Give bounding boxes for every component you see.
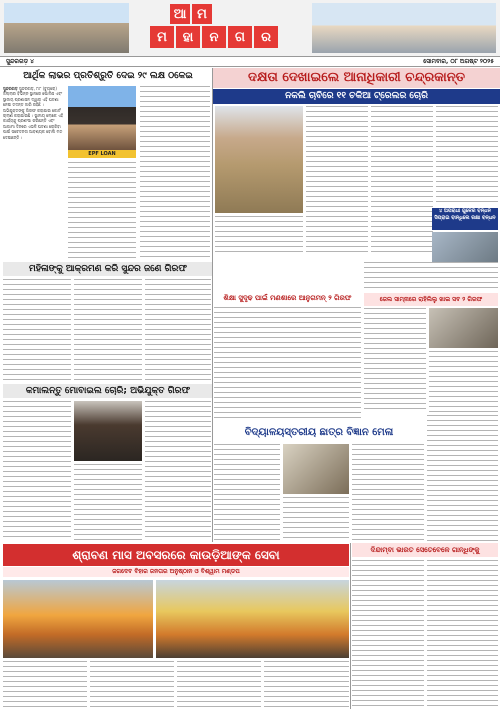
story-jail-body3 [427,415,498,541]
story-woman-attack-headline: ମହିଳାଙ୍କୁ ଆକ୍ରମଣ କରି ସୁନ୍ଦର ଜଣେ ଗିରଫ [3,262,213,276]
story-body-col1 [3,86,65,258]
story-gandhi-body2 [427,560,498,708]
story-shravan-body4 [264,661,349,708]
masthead-letter: ମ [150,26,174,48]
story-mobile-theft-body1 [3,401,71,541]
story-jail-headline: ଜେଲ ସାମ୍ନାରେ ରାହିଲିଲୁ ଖାଇ ସବ ୨ ଗିରଫ [364,293,498,306]
masthead-letter: ଗ [228,26,252,48]
lead-body-col3 [371,106,433,256]
divider [350,543,351,709]
story-science-fair-body1 [214,444,280,541]
lead-body-col1 [215,216,303,256]
story-photo-person [68,86,136,156]
story-photo-caption: EPF LOAN [68,150,136,158]
issue-date: ସୋମବାର, ୦୮ ଅଗଷ୍ଟ ୨୦୨୫ [423,58,494,65]
masthead-letter: ମ [192,4,212,24]
story-mobile-theft-photo [74,401,142,461]
story-shravan-headline: ଶ୍ରାବଣ ମାସ ଅବସରରେ କାଉଡ଼ିଆଙ୍କ ସେବା [3,544,349,566]
story-shravan-body2 [90,661,174,708]
story-woman-attack-body2 [74,279,142,382]
story-science-fair-body2 [283,497,349,541]
masthead-letter: ନ [202,26,226,48]
story-byline: ସୁନ୍ଦରଗଡ଼ [3,86,18,91]
story-headline: ଆର୍ଥିକ ଲାଭର ପ୍ରତିଶ୍ରୁତି ଦେଇ ୨୯ ଲକ୍ଷ ଠକେଇ [23,71,193,81]
story-shravan-body1 [3,661,87,708]
masthead-letter: ଆ [170,4,190,24]
story-shravan-body3 [177,661,261,708]
masthead-letter: ହା [176,26,200,48]
story-body-col2 [68,162,136,258]
divider [212,68,213,542]
story-gandhi-body1 [352,560,424,708]
story-science-fair-body3 [352,444,424,541]
story-jail-photo [429,308,498,348]
masthead [0,0,500,67]
edition-line [0,56,500,67]
story-mobile-theft-headline: କମାଲନ୍ତୁ ମୋବାଇଲ ଚୋରି; ଅଭିଯୁକ୍ତ ଗିରଫ [3,384,213,398]
story-rakhi-headline: ୪ ଅପରାଧୀ ଗୁଳେର ବନ୍ଧନ ସିପ୍ରାଇ ବାନ୍ଧିଲେ ରକ୍ଷା ବନ୍ଧନ [432,208,498,230]
story-woman-attack-body3 [145,279,211,382]
edition-label: ସୁନ୍ଦରଗଡ଼ ୪ [6,58,34,65]
masthead-title-row1 [170,4,212,24]
masthead-title-row2 [150,26,278,48]
lead-body-col2 [306,106,368,256]
story-rakhi-photo [432,232,498,262]
masthead-photo-right [312,3,496,53]
story-shravan-photo-left [3,580,153,658]
story-misc-right-body [364,262,498,290]
lead-photo-officer [215,106,303,213]
story-body-col3 [140,86,210,258]
story-investment-fraud [3,70,213,260]
story-mobile-theft-body2 [74,464,142,541]
story-shravan-photo-right [156,580,349,658]
masthead-photo-left [4,3,129,53]
lead-headline: ଦକ୍ଷତା ଦେଖାଇଲେ ଆନାଧିକାରୀ ଚନ୍ଦ୍ରକାନ୍ତ [213,68,500,88]
story-education-headline: ଶିକ୍ଷା ସୁଦୃଢ ପାଇଁ ମଣଶାରେ ଆନୁଗମନ୍ ୨ ଗିରଫ [223,294,352,302]
lead-subhead: ନକଲି ଚାବିରେ ୧୧ ଚକିଆ ଟ୍ରେଲର ଚୋରି [213,89,500,104]
story-jail-body [364,308,426,412]
story-mobile-theft-body3 [145,401,211,541]
story-body-text: ସୁନ୍ଦରଗଡ଼, ୮ା୮ (ବ୍ୟୁରୋ) ଜିଲ୍ଲାର ବିଭିନ୍ନ ସ୍ଥାନରେ ପୋଲିସ ଏବଂ ସ୍ଥାନୀୟ ପ୍ରଶାସନ ଦ୍ୱାରା ଏହି ଘଟଣା ନେଇ ତଦନ୍ତ ଜାରି ରହିଛି । ଅଭିଯୁକ୍ତଙ୍କୁ ଗିରଫ କରାଯାଇ କୋର୍ଟ ଚାଲାଣ କରାଯାଇଛି । ସ୍ଥାନୀୟ ଲୋକେ ଏହି କାର୍ଯ୍ୟକୁ ପ୍ରଶଂସା କରିଛନ୍ତି ଏବଂ ଆଗାମୀ ଦିନରେ ଏଭଳି ଘଟଣା ରୋକିବା ପାଇଁ ସଚେତନତା ଆବଶ୍ୟକ ବୋଲି ମତ ଦେଇଛନ୍ତି । [3,86,64,140]
story-education-body [214,307,361,422]
story-gandhi-headline: ଦିନ୍ଦାମ୍ବା ଭାରତ ସେତେବେଳେ ଗାନ୍ଧିଙ୍କୁ [352,543,498,557]
story-jail-body2 [429,351,498,412]
story-science-fair-headline: ବିଦ୍ୟାଳୟସ୍ତରୀୟ ଛାତ୍ର ବିଜ୍ଞାନ ମେଳା [244,427,394,438]
lead-body-col4 [436,106,498,206]
story-shravan-subhead: ଜଗଦେବ ବିହାର ଜନତାର ଅନୁଷ୍ଠାନ ଓ ବିଶ୍ୱାମ ମଣ୍ଡପ [3,567,349,577]
masthead-letter: ର [254,26,278,48]
story-science-fair-photo [283,444,349,494]
story-woman-attack-body1 [3,279,71,382]
